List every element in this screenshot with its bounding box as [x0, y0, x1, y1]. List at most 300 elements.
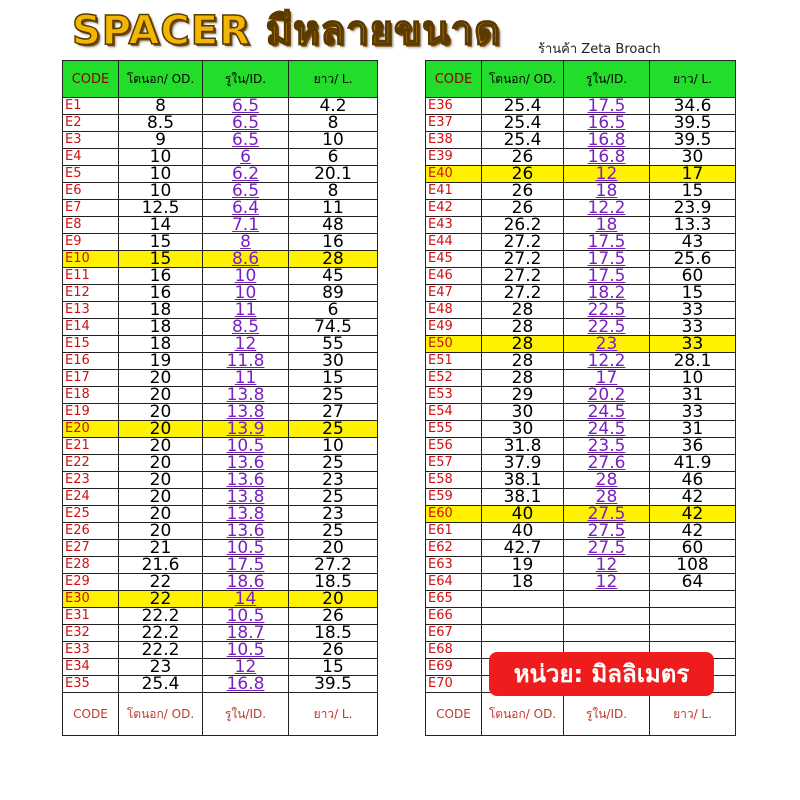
- table-row: [63, 115, 378, 132]
- cell-od: 18: [482, 574, 564, 591]
- cell-code: E43: [426, 217, 482, 234]
- cell-code: E35: [63, 676, 119, 693]
- cell-length: 15: [650, 183, 736, 200]
- table-row: [426, 591, 736, 608]
- cell-id: 18.6: [203, 574, 289, 591]
- cell-od: 22: [119, 591, 203, 608]
- cell-length: 46: [650, 472, 736, 489]
- footer-length: ยาว/ L.: [650, 693, 736, 736]
- cell-id: 27.6: [564, 455, 650, 472]
- cell-code: E17: [63, 370, 119, 387]
- cell-id: 6.4: [203, 200, 289, 217]
- cell-od: 22.2: [119, 625, 203, 642]
- table-row: [63, 370, 378, 387]
- cell-id: 12.2: [564, 200, 650, 217]
- table-row: [63, 421, 378, 438]
- cell-id: [564, 608, 650, 625]
- cell-od: 8: [119, 98, 203, 115]
- cell-length: 42: [650, 523, 736, 540]
- spacer-table-left: [62, 60, 378, 736]
- cell-code: E55: [426, 421, 482, 438]
- footer-id: รูใน/ID.: [564, 693, 650, 736]
- unit-badge: หน่วย: มิลลิเมตร: [489, 652, 714, 696]
- footer-od: โตนอก/ OD.: [482, 693, 564, 736]
- cell-code: E49: [426, 319, 482, 336]
- table-row: [426, 523, 736, 540]
- cell-id: 10: [203, 268, 289, 285]
- cell-code: E28: [63, 557, 119, 574]
- cell-length: 25: [289, 489, 378, 506]
- cell-length: 28.1: [650, 353, 736, 370]
- table-row: [426, 506, 736, 523]
- cell-od: 26: [482, 166, 564, 183]
- cell-od: 38.1: [482, 489, 564, 506]
- cell-code: E26: [63, 523, 119, 540]
- cell-od: 27.2: [482, 251, 564, 268]
- cell-length: 10: [650, 370, 736, 387]
- cell-length: 10: [289, 438, 378, 455]
- table-row: [63, 625, 378, 642]
- cell-od: 10: [119, 149, 203, 166]
- footer-code: CODE: [426, 693, 482, 736]
- table-row: [63, 574, 378, 591]
- cell-code: E12: [63, 285, 119, 302]
- cell-length: 108: [650, 557, 736, 574]
- table-row: [426, 421, 736, 438]
- table-row: [426, 472, 736, 489]
- cell-length: 15: [289, 370, 378, 387]
- cell-od: 38.1: [482, 472, 564, 489]
- cell-id: 24.5: [564, 421, 650, 438]
- cell-id: 12: [564, 574, 650, 591]
- cell-id: 18.7: [203, 625, 289, 642]
- header-od: โตนอก/ OD.: [482, 61, 564, 98]
- cell-code: E69: [426, 659, 482, 676]
- cell-length: 64: [650, 574, 736, 591]
- cell-od: 15: [119, 251, 203, 268]
- table-row: [426, 455, 736, 472]
- cell-id: 6: [203, 149, 289, 166]
- table-row: [426, 438, 736, 455]
- cell-od: 27.2: [482, 268, 564, 285]
- cell-code: E60: [426, 506, 482, 523]
- cell-id: 23: [564, 336, 650, 353]
- table-row: [63, 455, 378, 472]
- table-row: [426, 302, 736, 319]
- cell-code: E21: [63, 438, 119, 455]
- table-row: [63, 642, 378, 659]
- cell-length: 8: [289, 115, 378, 132]
- cell-length: 25.6: [650, 251, 736, 268]
- cell-length: 4.2: [289, 98, 378, 115]
- cell-od: 22.2: [119, 608, 203, 625]
- cell-code: E41: [426, 183, 482, 200]
- cell-id: 23.5: [564, 438, 650, 455]
- footer-code: CODE: [63, 693, 119, 736]
- cell-od: 20: [119, 421, 203, 438]
- cell-od: 26: [482, 149, 564, 166]
- cell-od: 22.2: [119, 642, 203, 659]
- cell-code: E29: [63, 574, 119, 591]
- cell-code: E4: [63, 149, 119, 166]
- cell-id: 12: [564, 166, 650, 183]
- cell-code: E70: [426, 676, 482, 693]
- cell-od: 20: [119, 438, 203, 455]
- cell-od: [482, 608, 564, 625]
- cell-od: 20: [119, 387, 203, 404]
- cell-code: E45: [426, 251, 482, 268]
- cell-length: 89: [289, 285, 378, 302]
- cell-id: [564, 625, 650, 642]
- cell-id: 12.2: [564, 353, 650, 370]
- table-row: [63, 506, 378, 523]
- table-row: [426, 625, 736, 642]
- cell-length: 23: [289, 506, 378, 523]
- cell-code: E23: [63, 472, 119, 489]
- cell-code: E37: [426, 115, 482, 132]
- cell-code: E3: [63, 132, 119, 149]
- cell-length: 26: [289, 608, 378, 625]
- cell-id: 28: [564, 489, 650, 506]
- header-od: โตนอก/ OD.: [119, 61, 203, 98]
- cell-code: E32: [63, 625, 119, 642]
- cell-code: E6: [63, 183, 119, 200]
- cell-od: 15: [119, 234, 203, 251]
- cell-id: 7.1: [203, 217, 289, 234]
- cell-od: 25.4: [482, 132, 564, 149]
- cell-length: 31: [650, 387, 736, 404]
- cell-id: 13.8: [203, 404, 289, 421]
- table-row: [63, 404, 378, 421]
- cell-code: E2: [63, 115, 119, 132]
- cell-id: 22.5: [564, 302, 650, 319]
- cell-id: 13.8: [203, 489, 289, 506]
- cell-code: E53: [426, 387, 482, 404]
- cell-od: 20: [119, 506, 203, 523]
- cell-length: 60: [650, 540, 736, 557]
- cell-code: E15: [63, 336, 119, 353]
- cell-id: 18: [564, 183, 650, 200]
- cell-code: E22: [63, 455, 119, 472]
- cell-code: E30: [63, 591, 119, 608]
- table-row: [63, 166, 378, 183]
- cell-id: 12: [564, 557, 650, 574]
- table-row: [426, 149, 736, 166]
- cell-id: 16.8: [564, 149, 650, 166]
- cell-code: E47: [426, 285, 482, 302]
- cell-od: 18: [119, 336, 203, 353]
- cell-code: E54: [426, 404, 482, 421]
- cell-id: 12: [203, 336, 289, 353]
- cell-code: E19: [63, 404, 119, 421]
- table-row: [426, 115, 736, 132]
- cell-id: 6.5: [203, 132, 289, 149]
- cell-length: [650, 591, 736, 608]
- cell-length: [650, 625, 736, 642]
- table-header-row: [426, 61, 736, 98]
- header-id: รูใน/ID.: [203, 61, 289, 98]
- cell-length: 33: [650, 302, 736, 319]
- cell-id: 6.5: [203, 183, 289, 200]
- cell-length: 20.1: [289, 166, 378, 183]
- cell-code: E31: [63, 608, 119, 625]
- cell-id: 17.5: [564, 234, 650, 251]
- cell-length: 20: [289, 540, 378, 557]
- table-row: [426, 319, 736, 336]
- cell-id: 17.5: [203, 557, 289, 574]
- cell-id: 10.5: [203, 540, 289, 557]
- cell-id: [564, 591, 650, 608]
- cell-od: 21: [119, 540, 203, 557]
- table-row: [63, 98, 378, 115]
- table-row: [63, 285, 378, 302]
- cell-length: 36: [650, 438, 736, 455]
- cell-length: 15: [289, 659, 378, 676]
- table-row: [426, 234, 736, 251]
- cell-od: 23: [119, 659, 203, 676]
- cell-od: 16: [119, 285, 203, 302]
- page-title: SPACER มีหลายขนาด: [72, 8, 502, 54]
- cell-id: 10.5: [203, 642, 289, 659]
- table-row: [426, 200, 736, 217]
- cell-id: 27.5: [564, 506, 650, 523]
- table-row: [63, 132, 378, 149]
- cell-od: 40: [482, 523, 564, 540]
- cell-code: E33: [63, 642, 119, 659]
- header-length: ยาว/ L.: [289, 61, 378, 98]
- cell-code: E62: [426, 540, 482, 557]
- shop-name: ร้านค้า Zeta Broach: [538, 42, 661, 57]
- cell-code: E13: [63, 302, 119, 319]
- cell-code: E58: [426, 472, 482, 489]
- cell-id: 10: [203, 285, 289, 302]
- cell-length: 13.3: [650, 217, 736, 234]
- table-row: [426, 183, 736, 200]
- table-row: [63, 523, 378, 540]
- cell-length: 33: [650, 319, 736, 336]
- cell-length: 27: [289, 404, 378, 421]
- cell-od: 18: [119, 302, 203, 319]
- cell-code: E51: [426, 353, 482, 370]
- cell-id: 8: [203, 234, 289, 251]
- cell-od: 31.8: [482, 438, 564, 455]
- cell-code: E44: [426, 234, 482, 251]
- table-header-row: [63, 61, 378, 98]
- cell-length: 45: [289, 268, 378, 285]
- cell-od: 30: [482, 421, 564, 438]
- cell-code: E68: [426, 642, 482, 659]
- cell-length: 55: [289, 336, 378, 353]
- table-row: [63, 217, 378, 234]
- cell-code: E7: [63, 200, 119, 217]
- table-row: [63, 200, 378, 217]
- cell-id: 20.2: [564, 387, 650, 404]
- cell-code: E59: [426, 489, 482, 506]
- cell-length: 39.5: [289, 676, 378, 693]
- cell-code: E11: [63, 268, 119, 285]
- footer-id: รูใน/ID.: [203, 693, 289, 736]
- cell-code: E5: [63, 166, 119, 183]
- table-row: [63, 676, 378, 693]
- table-row: [426, 285, 736, 302]
- cell-length: 20: [289, 591, 378, 608]
- cell-code: E34: [63, 659, 119, 676]
- cell-length: 18.5: [289, 574, 378, 591]
- cell-id: 12: [203, 659, 289, 676]
- cell-id: 17.5: [564, 268, 650, 285]
- cell-id: 11: [203, 370, 289, 387]
- cell-code: E14: [63, 319, 119, 336]
- cell-length: 28: [289, 251, 378, 268]
- table-row: [63, 183, 378, 200]
- cell-length: 42: [650, 489, 736, 506]
- table-row: [426, 217, 736, 234]
- cell-id: 17.5: [564, 251, 650, 268]
- cell-length: 26: [289, 642, 378, 659]
- cell-length: 17: [650, 166, 736, 183]
- cell-id: 6.5: [203, 98, 289, 115]
- cell-od: 25.4: [482, 98, 564, 115]
- cell-code: E56: [426, 438, 482, 455]
- cell-length: 41.9: [650, 455, 736, 472]
- footer-od: โตนอก/ OD.: [119, 693, 203, 736]
- cell-id: 18: [564, 217, 650, 234]
- cell-od: 26: [482, 200, 564, 217]
- cell-od: 27.2: [482, 234, 564, 251]
- cell-length: 42: [650, 506, 736, 523]
- header-id: รูใน/ID.: [564, 61, 650, 98]
- cell-id: 13.6: [203, 455, 289, 472]
- table-row: [426, 166, 736, 183]
- table-row: [63, 591, 378, 608]
- cell-id: 6.2: [203, 166, 289, 183]
- cell-code: E25: [63, 506, 119, 523]
- cell-length: 39.5: [650, 132, 736, 149]
- table-row: [63, 557, 378, 574]
- cell-length: 30: [289, 353, 378, 370]
- cell-length: 48: [289, 217, 378, 234]
- table-row: [426, 98, 736, 115]
- cell-od: 28: [482, 302, 564, 319]
- cell-length: 15: [650, 285, 736, 302]
- table-row: [63, 438, 378, 455]
- table-row: [426, 489, 736, 506]
- cell-length: [650, 608, 736, 625]
- cell-id: 17: [564, 370, 650, 387]
- cell-code: E40: [426, 166, 482, 183]
- cell-od: 20: [119, 455, 203, 472]
- cell-length: 60: [650, 268, 736, 285]
- table-row: [63, 659, 378, 676]
- cell-id: 11.8: [203, 353, 289, 370]
- cell-od: 14: [119, 217, 203, 234]
- cell-od: [482, 591, 564, 608]
- table-row: [426, 370, 736, 387]
- cell-od: 16: [119, 268, 203, 285]
- table-row: [63, 234, 378, 251]
- table-footer-row: [63, 693, 378, 736]
- cell-length: 23: [289, 472, 378, 489]
- cell-length: 43: [650, 234, 736, 251]
- cell-od: 28: [482, 319, 564, 336]
- table-row: [426, 404, 736, 421]
- cell-id: 13.8: [203, 387, 289, 404]
- cell-code: E38: [426, 132, 482, 149]
- cell-od: 8.5: [119, 115, 203, 132]
- cell-id: 8.6: [203, 251, 289, 268]
- table-row: [426, 387, 736, 404]
- cell-code: E24: [63, 489, 119, 506]
- table-row: [63, 540, 378, 557]
- cell-code: E18: [63, 387, 119, 404]
- cell-od: 9: [119, 132, 203, 149]
- cell-code: E16: [63, 353, 119, 370]
- table-row: [426, 540, 736, 557]
- cell-od: 30: [482, 404, 564, 421]
- cell-od: 19: [482, 557, 564, 574]
- table-row: [426, 268, 736, 285]
- cell-length: 10: [289, 132, 378, 149]
- cell-length: 30: [650, 149, 736, 166]
- cell-code: E8: [63, 217, 119, 234]
- cell-length: 33: [650, 404, 736, 421]
- cell-length: 31: [650, 421, 736, 438]
- table-row: [63, 336, 378, 353]
- cell-code: E67: [426, 625, 482, 642]
- cell-od: 18: [119, 319, 203, 336]
- cell-od: 37.9: [482, 455, 564, 472]
- cell-id: 8.5: [203, 319, 289, 336]
- cell-length: 25: [289, 421, 378, 438]
- cell-length: 23.9: [650, 200, 736, 217]
- cell-length: 34.6: [650, 98, 736, 115]
- cell-id: 14: [203, 591, 289, 608]
- cell-id: 22.5: [564, 319, 650, 336]
- cell-od: 27.2: [482, 285, 564, 302]
- cell-id: 11: [203, 302, 289, 319]
- table-row: [63, 251, 378, 268]
- cell-code: E42: [426, 200, 482, 217]
- footer-length: ยาว/ L.: [289, 693, 378, 736]
- cell-length: 25: [289, 523, 378, 540]
- cell-od: 28: [482, 370, 564, 387]
- table-row: [63, 489, 378, 506]
- cell-id: 10.5: [203, 438, 289, 455]
- cell-od: 26.2: [482, 217, 564, 234]
- cell-id: 16.8: [564, 132, 650, 149]
- cell-id: 16.5: [564, 115, 650, 132]
- table-row: [426, 132, 736, 149]
- cell-od: 20: [119, 370, 203, 387]
- cell-od: 28: [482, 336, 564, 353]
- table-row: [63, 302, 378, 319]
- cell-code: E27: [63, 540, 119, 557]
- cell-od: 25.4: [119, 676, 203, 693]
- cell-id: 6.5: [203, 115, 289, 132]
- cell-code: E61: [426, 523, 482, 540]
- table-row: [63, 608, 378, 625]
- table-row: [63, 319, 378, 336]
- cell-od: 10: [119, 166, 203, 183]
- cell-od: 21.6: [119, 557, 203, 574]
- cell-length: 39.5: [650, 115, 736, 132]
- cell-code: E65: [426, 591, 482, 608]
- cell-length: 25: [289, 455, 378, 472]
- cell-od: 22: [119, 574, 203, 591]
- cell-code: E48: [426, 302, 482, 319]
- header-length: ยาว/ L.: [650, 61, 736, 98]
- table-row: [63, 268, 378, 285]
